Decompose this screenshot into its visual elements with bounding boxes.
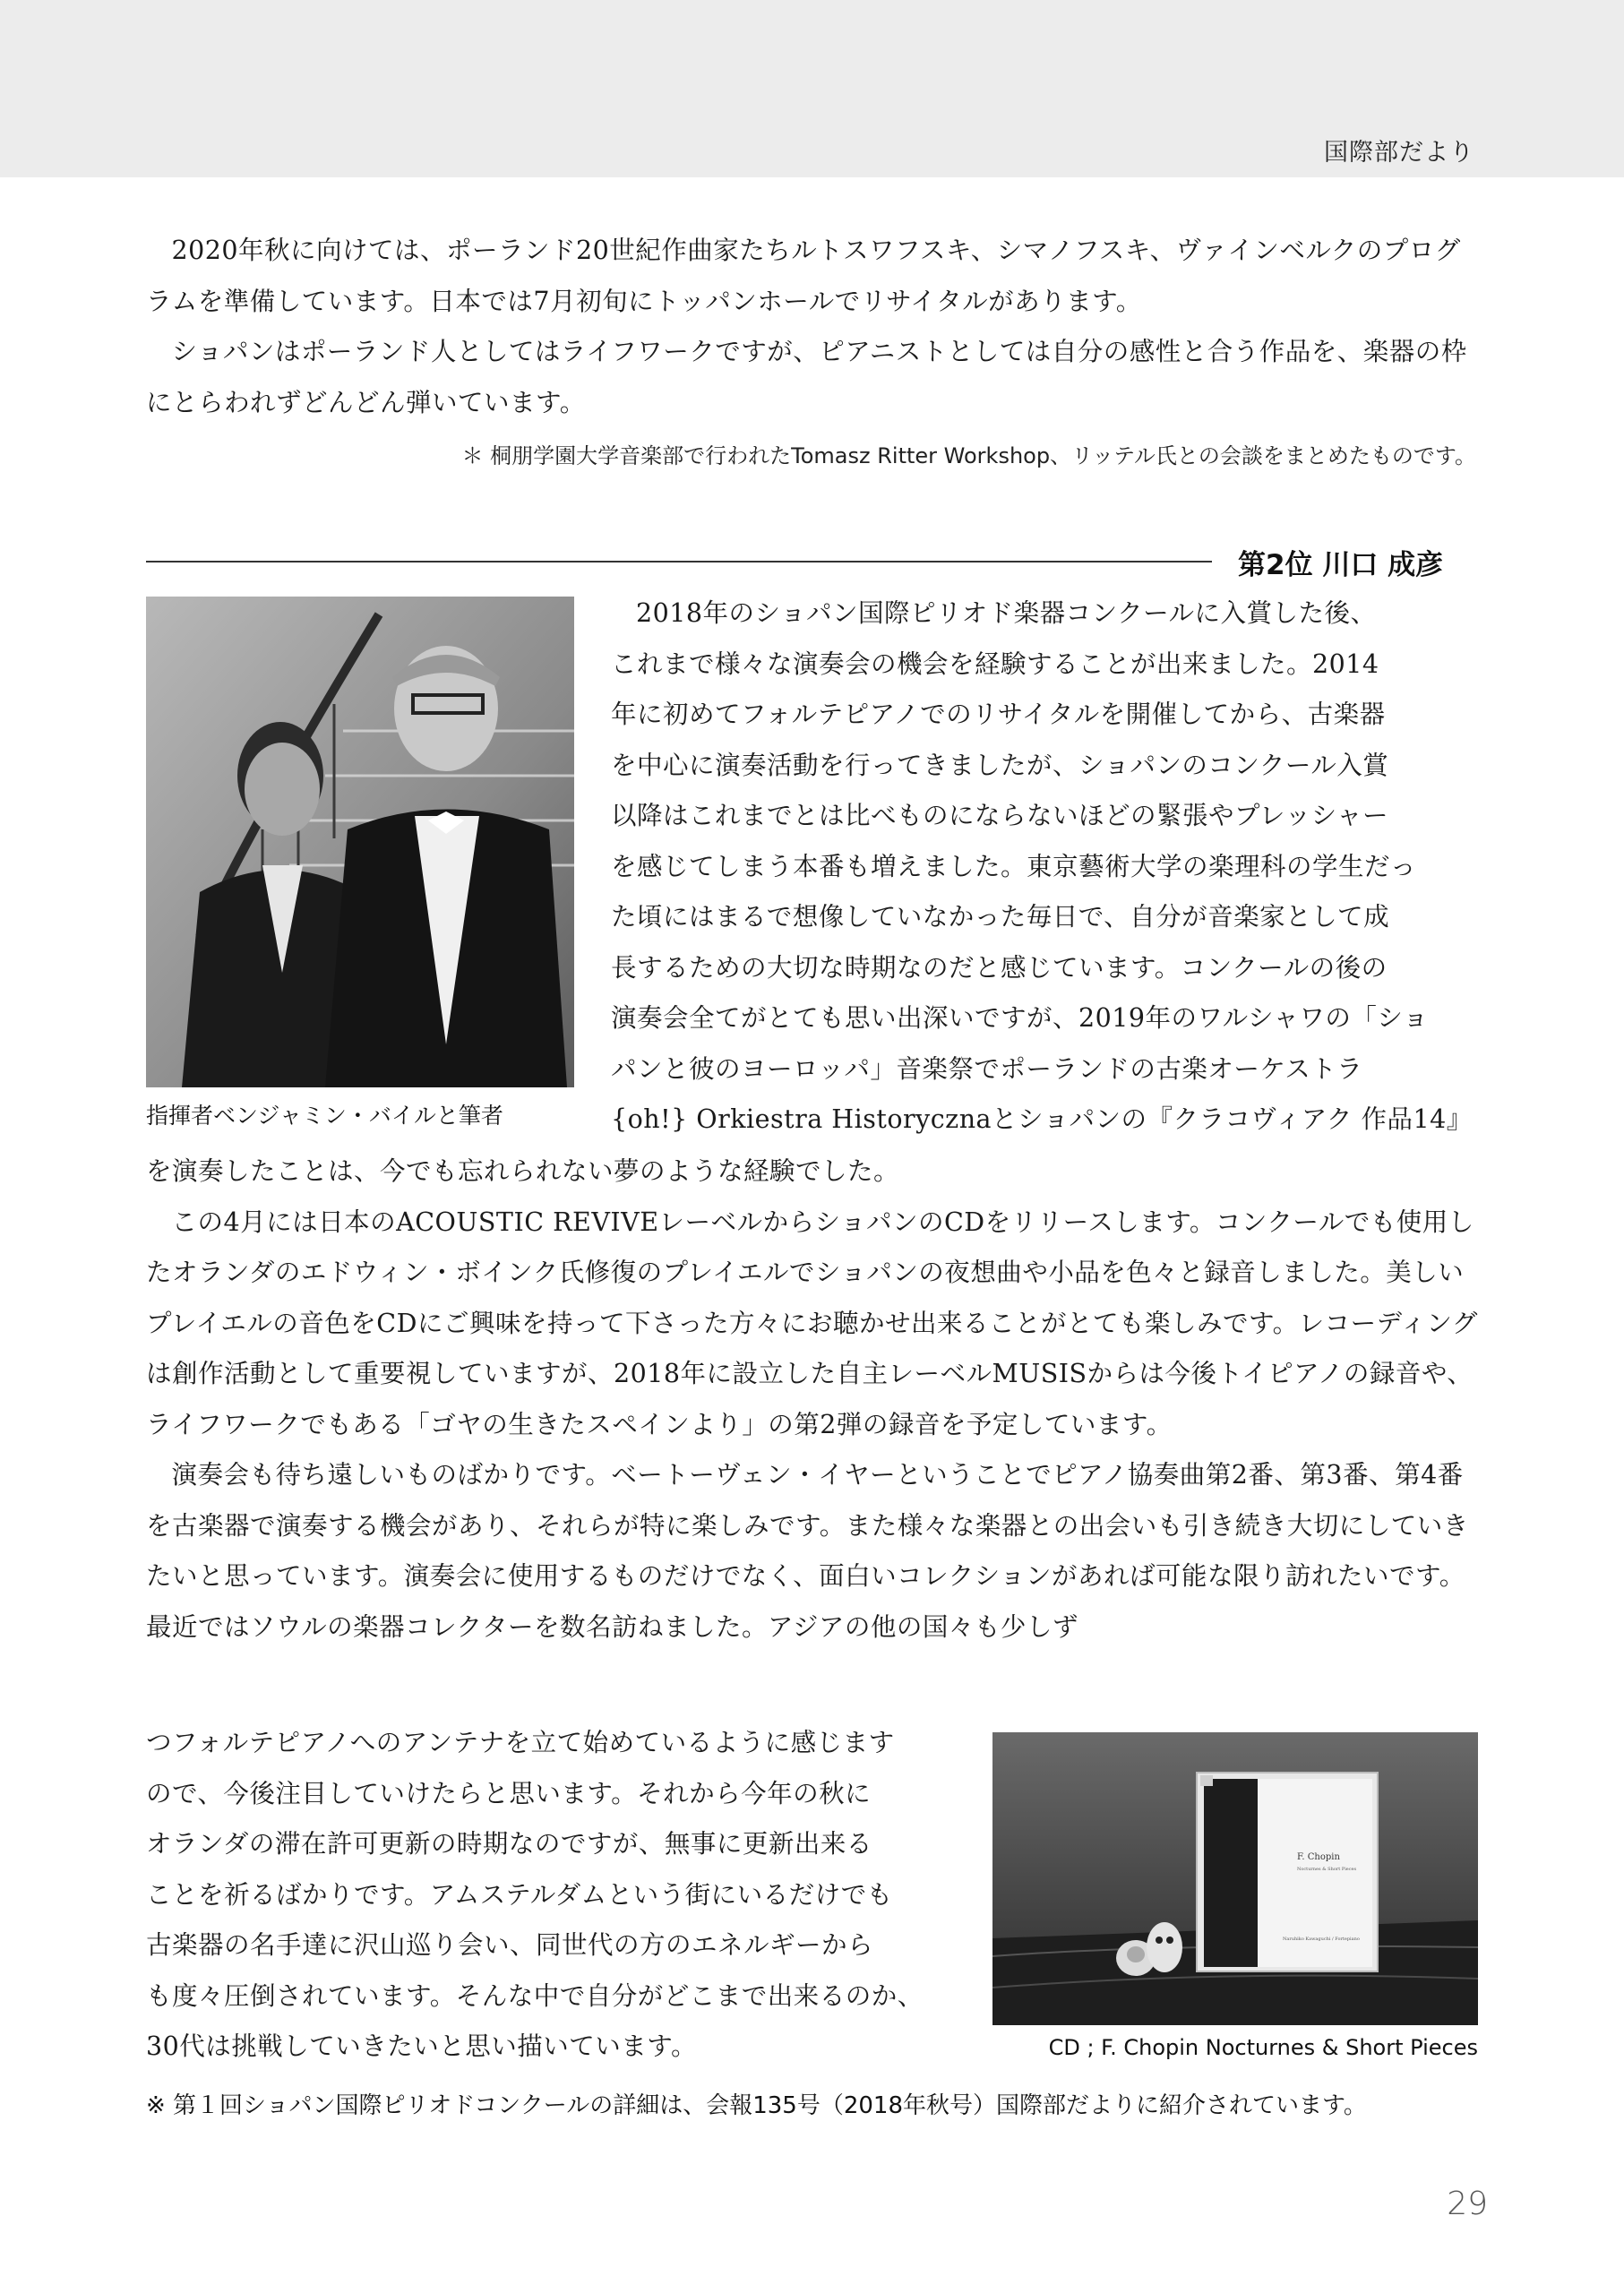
intro-paragraph-1: 2020年秋に向けては、ポーランド20世紀作曲家たちルトスワフスキ、シマノフスキ、ヴァインベルクのプログラムを準備しています。日本では7月初旬にトッパンホールでリサイタルがあります。	[146, 236, 1461, 316]
section-heading: 第2位 川口 成彦	[1238, 549, 1444, 581]
section2-cd-wrap-text	[146, 1718, 970, 2073]
cd-title-text: F. Chopin	[1297, 1852, 1340, 1862]
section-label: 国際部だより	[1324, 139, 1474, 167]
wrap-line: 2018年のショパン国際ピリオド楽器コンクールに入賞した後、	[636, 598, 1377, 628]
wrap-line: 演奏会全てがとても思い出深いですが、2019年のワルシャワの「ショ	[611, 1003, 1429, 1033]
cd-photo	[992, 1732, 1478, 2025]
wrap-line: を感じてしまう本番も増えました。東京藝術大学の楽理科の学生だっ	[611, 851, 1417, 881]
paragraph-2: この4月には日本のACOUSTIC REVIVEレーベルからショパンのCDをリリースします。コンクールでも使用したオランダのエドウィン・ボインク氏修復のプレイエルでショパンの夜想曲や小品を色々と録音しました。美しいプレイエルの音色をCDにご興味を持って下さった方々にお聴かせ出来ることがとても楽しみです。レコーディングは創作活動として重要視していますが、2018年に設立した自主レーベルMUSISからは今後トイピアノの録音や、ライフワークでもある「ゴヤの生きたスペインより」の第2弾の録音を予定しています。	[146, 1207, 1478, 1439]
wrap-line: オランダの滞在許可更新の時期なのですが、無事に更新出来る	[146, 1829, 872, 1859]
conductor-photo	[146, 597, 574, 1087]
wrap-line: ことを祈るばかりです。アムステルダムという街にいるだけでも	[146, 1879, 893, 1910]
footnote: ※ 第１回ショパン国際ピリオドコンクールの詳細は、会報135号（2018年秋号）国際部だよりに紹介されています。	[146, 2092, 1367, 2119]
wrap-line: 古楽器の名手達に沢山巡り会い、同世代の方のエネルギーから	[146, 1930, 874, 1960]
wrap-line: {oh!} Orkiestra Historycznaとショパンの『クラコヴィアク 作品14』	[611, 1104, 1473, 1134]
wrap-line: これまで様々な演奏会の機会を経験することが出来ました。2014	[611, 648, 1379, 679]
wrap-line: つフォルテピアノへのアンテナを立て始めているように感じます	[146, 1728, 895, 1757]
conductor-photo-image	[146, 597, 574, 1087]
cd-photo-caption: CD ; F. Chopin Nocturnes & Short Pieces	[1048, 2035, 1478, 2060]
intro-paragraph-2: ショパンはポーランド人としてはライフワークですが、ピアニストとしては自分の感性と合う作品を、楽器の枠にとらわれずどんどん弾いています。	[146, 337, 1467, 417]
wrap-line: を中心に演奏活動を行ってきましたが、ショパンのコンクール入賞	[611, 750, 1389, 780]
workshop-note: ＊ 桐朋学園大学音楽部で行われたTomasz Ritter Workshop、リッテル氏との会談をまとめたものです。	[461, 443, 1476, 468]
wrap-line: も度々圧倒されています。そんな中で自分がどこまで出来るのか、	[146, 1980, 924, 2011]
paragraph-3: 演奏会も待ち遠しいものばかりです。ベートーヴェン・イヤーということでピアノ協奏曲第2番、第3番、第4番を古楽器で演奏する機会があり、それらが特に楽しみです。また様々な楽器との出会いも引き続き大切にしていきたいと思っています。演奏会に使用するものだけでなく、面白いコレクションがあれば可能な限り訪れたいです。最近ではソウルの楽器コレクターを数名訪ねました。アジアの他の国々も少しず	[146, 1460, 1469, 1642]
wrap-line: た頃にはまるで想像していなかった毎日で、自分が音楽家として成	[611, 902, 1390, 932]
wrap-line: パンと彼のヨーロッパ」音楽祭でポーランドの古楽オーケストラ	[611, 1053, 1363, 1084]
cd-photo-image	[992, 1732, 1478, 2025]
cd-artist-text: Naruhiko Kawaguchi / Fortepiano	[1283, 1937, 1360, 1942]
wrap-line: 長するための大切な時期なのだと感じています。コンクールの後の	[611, 952, 1388, 983]
heading-rule	[146, 561, 1212, 563]
wrap-line: ので、今後注目していけたらと思います。それから今年の秋に	[146, 1778, 872, 1808]
wrap-line: 以降はこれまでとは比べものにならないほどの緊張やプレッシャー	[611, 801, 1389, 830]
paragraph-1-end: を演奏したことは、今でも忘れられない夢のような経験でした。	[146, 1156, 900, 1186]
conductor-photo-caption: 指揮者ベンジャミン・バイルと筆者	[146, 1103, 503, 1129]
wrap-line: 30代は挑戦していきたいと思い描いています。	[146, 2031, 697, 2061]
intro-text	[146, 226, 1478, 428]
section2-wrap-text	[611, 588, 1478, 1146]
wrap-line: 年に初めてフォルテピアノでのリサイタルを開催してから、古楽器	[611, 700, 1386, 729]
cd-subtitle-text: Nocturnes & Short Pieces	[1297, 1867, 1357, 1872]
page-number: 29	[1447, 2186, 1488, 2222]
section2-full-text	[146, 1146, 1478, 1653]
